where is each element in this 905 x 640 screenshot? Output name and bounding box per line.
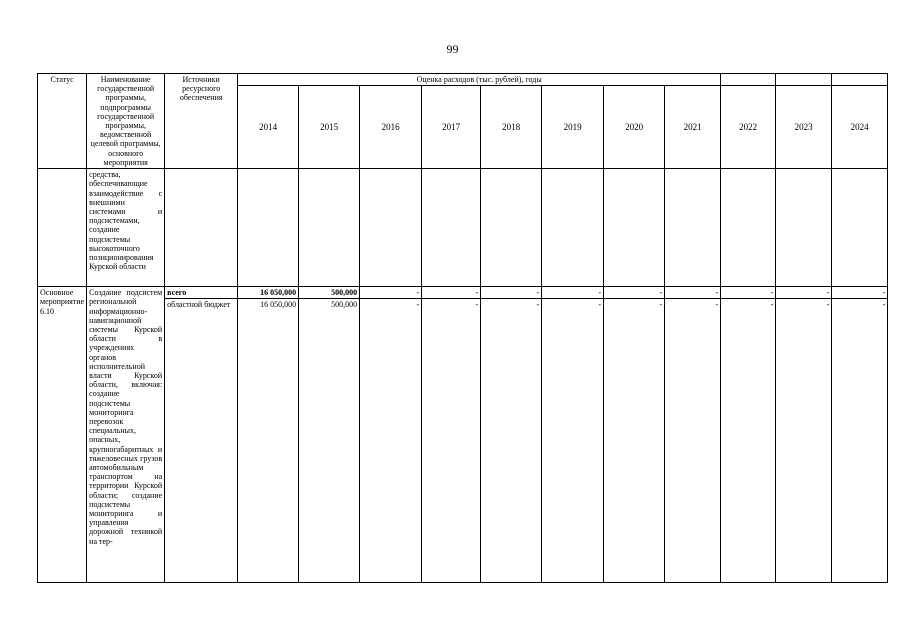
value-cell: 500,000 [299,299,360,583]
value-cell: - [665,299,721,583]
cont-status-cell [38,169,87,287]
header-status: Статус [38,74,87,169]
header-blank-cell [721,74,776,86]
page-number: 99 [446,42,459,56]
total-row [38,287,888,299]
regional-budget-row [38,299,888,583]
header-blank-cell [832,74,888,86]
event-status: Основное мероприятие 6.10 [38,287,87,583]
header-name: Наименование государственной программы, подпрограммы государственной программы, ведомственной целевой программы, основного мероприятия [87,74,165,169]
value-cell: - [542,299,604,583]
year-header: 2016 [360,86,422,169]
value-cell: - [481,299,542,583]
value-cell: - [721,287,776,299]
value-cell: - [721,299,776,583]
value-cell: 16 050,000 [238,287,299,299]
value-cell: - [665,287,721,299]
value-cell: - [422,299,481,583]
value-cell: - [604,287,665,299]
year-header: 2017 [422,86,481,169]
value-cell: - [481,287,542,299]
value-cell: - [542,287,604,299]
value-cell: - [422,287,481,299]
header-estimate: Оценка расходов (тыс. рублей), годы [238,74,721,86]
value-cell: - [360,287,422,299]
header-blank-cell [776,74,832,86]
year-header: 2023 [776,86,832,169]
year-header: 2014 [238,86,299,169]
year-header: 2022 [721,86,776,169]
value-cell: - [832,299,888,583]
year-header: 2019 [542,86,604,169]
header-sources: Источники ресурсного обеспечения [165,74,238,169]
value-cell: - [776,287,832,299]
budget-table [37,73,888,583]
value-cell: - [604,299,665,583]
year-header: 2018 [481,86,542,169]
source-label-regional: областной бюджет [165,299,238,583]
cont-sources-cell [165,169,238,287]
value-cell: 16 050,000 [238,299,299,583]
value-cell: - [832,287,888,299]
year-header: 2020 [604,86,665,169]
source-label-total: всего [165,287,238,299]
event-name: Создание подсистем региональной информационно-навигационной системы Курской области в учреждениях органов исполнительной власти Курской области, включая: создание подсистемы мониторинга перевозок специальных, опасных, крупногабаритных и тяжеловесных грузов автомобильным транспортом на территории Курской области; создание подсистемы мониторинга и управления дорожной техникой на тер- [87,287,165,583]
continuation-row [38,169,888,287]
year-header: 2024 [832,86,888,169]
value-cell: 500,000 [299,287,360,299]
cont-name-cell: средства, обеспечивающие взаимодействие с внешними системами и подсистемами, создание подсистемы высокоточного позиционирования Курской области [87,169,165,287]
year-header: 2015 [299,86,360,169]
value-cell: - [360,299,422,583]
value-cell: - [776,299,832,583]
year-header: 2021 [665,86,721,169]
